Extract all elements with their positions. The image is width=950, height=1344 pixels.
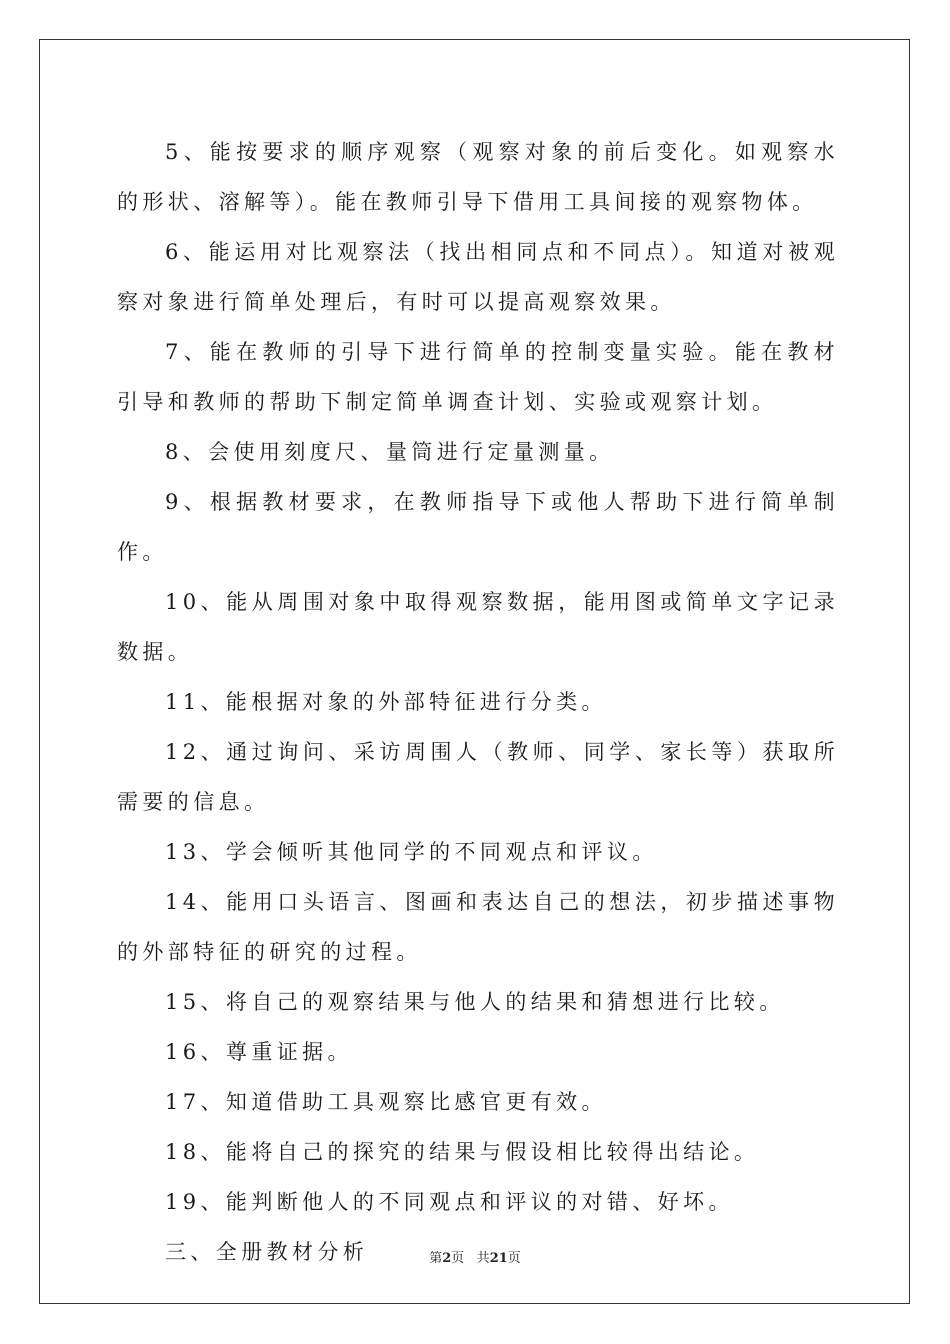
paragraph: 17、知道借助工具观察比感官更有效。: [165, 1090, 607, 1114]
paragraph: 18、能将自己的探究的结果与假设相比较得出结论。: [165, 1140, 760, 1164]
page-number: 2: [442, 1251, 452, 1266]
paragraph: 14、能用口头语言、图画和表达自己的想法，初步描述事物的外部特征的研究的过程。: [117, 890, 839, 964]
page-footer: [0, 1247, 950, 1266]
page-label-suffix: 页: [451, 1251, 465, 1266]
paragraph: 8、会使用刻度尺、量筒进行定量测量。: [165, 440, 615, 464]
total-label-prefix: 共: [476, 1251, 490, 1266]
total-label-suffix: 页: [507, 1251, 521, 1266]
paragraph: 10、能从周围对象中取得观察数据，能用图或简单文字记录数据。: [117, 590, 839, 664]
paragraph: 12、通过询问、采访周围人（教师、同学、家长等）获取所需要的信息。: [117, 740, 839, 814]
paragraph: 15、将自己的观察结果与他人的结果和猜想进行比较。: [165, 990, 785, 1014]
paragraph: 5、能按要求的顺序观察（观察对象的前后变化。如观察水的形状、溶解等）。能在教师引导下借用工具间接的观察物体。: [117, 140, 839, 214]
paragraph: 16、尊重证据。: [165, 1040, 353, 1064]
page-label-prefix: 第: [429, 1251, 443, 1266]
paragraph: 19、能判断他人的不同观点和评议的对错、好坏。: [165, 1190, 734, 1214]
paragraph: 9、根据教材要求，在教师指导下或他人帮助下进行简单制作。: [117, 490, 839, 564]
section-heading: 三、全册教材分析: [165, 1240, 369, 1264]
paragraph: 6、能运用对比观察法（找出相同点和不同点）。知道对被观察对象进行简单处理后，有时可以提高观察效果。: [117, 240, 839, 314]
paragraph: 7、能在教师的引导下进行简单的控制变量实验。能在教材引导和教师的帮助下制定简单调查计划、实验或观察计划。: [117, 340, 839, 414]
document-body: [117, 127, 839, 1277]
paragraph: 11、能根据对象的外部特征进行分类。: [165, 690, 607, 714]
paragraph: 13、学会倾听其他同学的不同观点和评议。: [165, 840, 658, 864]
total-pages: 21: [489, 1251, 508, 1266]
